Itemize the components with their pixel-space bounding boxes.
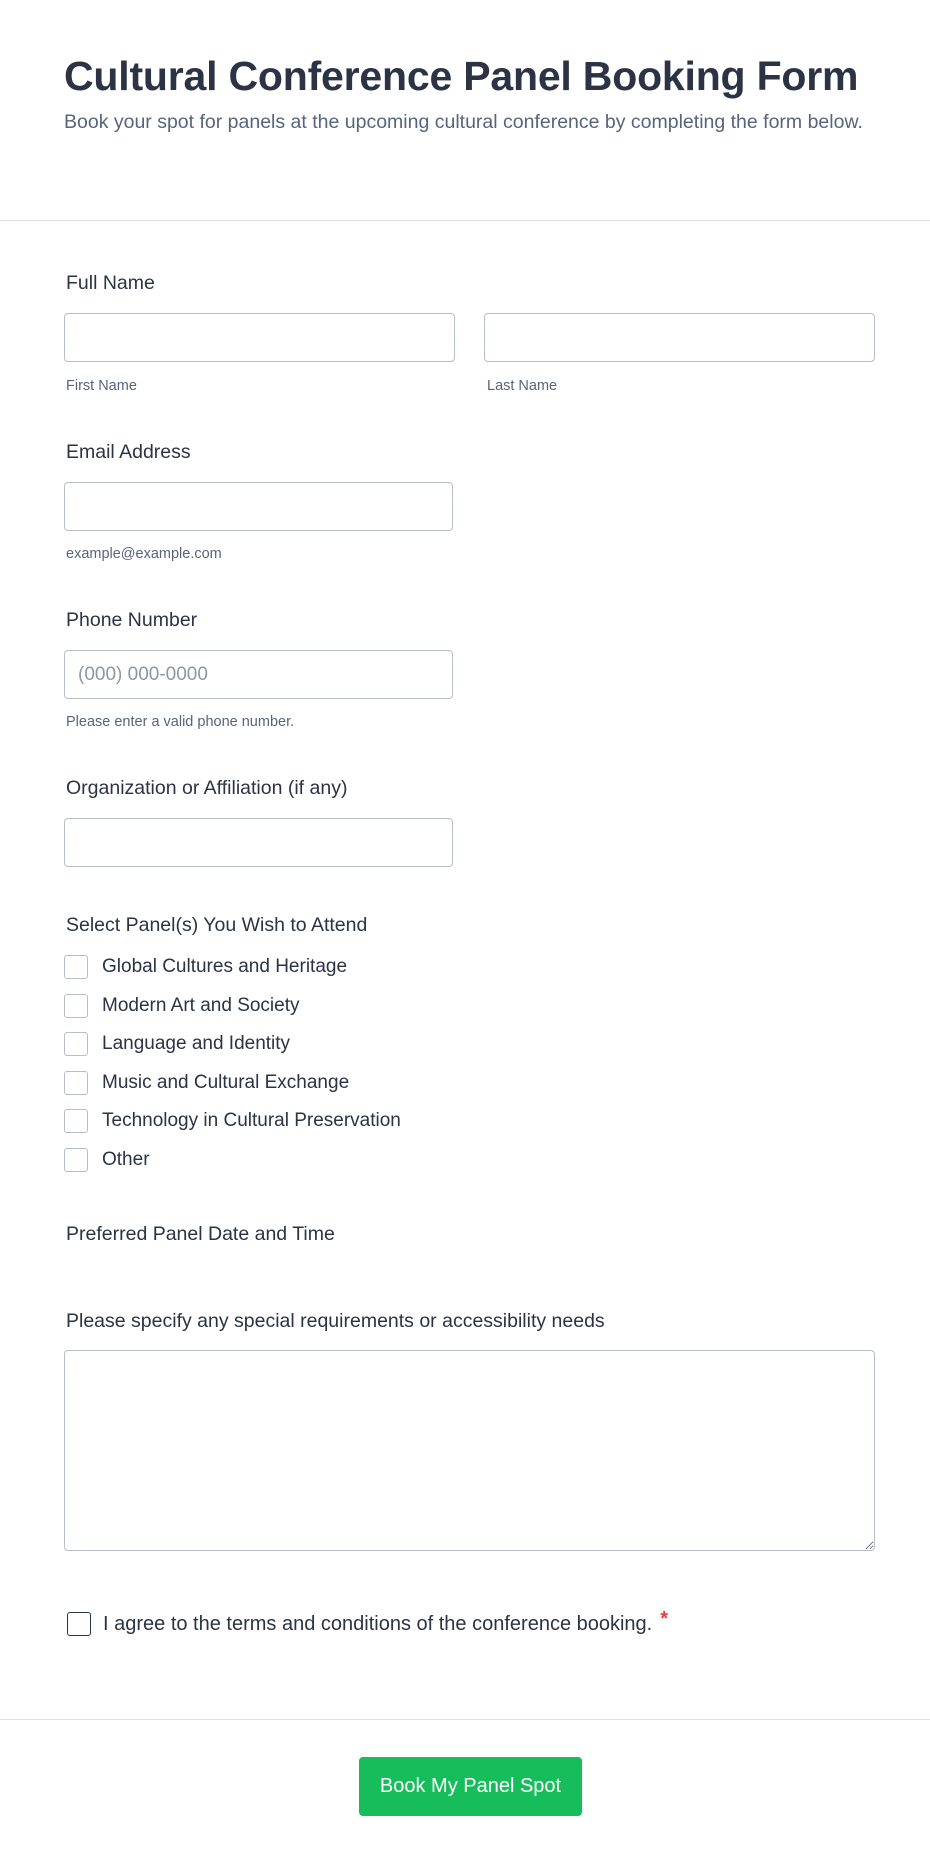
preferred-datetime-label: Preferred Panel Date and Time [66,1223,335,1245]
checkbox[interactable] [64,1071,88,1095]
first-name-input[interactable] [64,313,455,362]
checkbox[interactable] [64,1148,88,1172]
footer-divider [0,1719,930,1720]
terms-checkbox-row[interactable] [67,1608,669,1637]
submit-button[interactable]: Book My Panel Spot [359,1757,582,1816]
checkbox[interactable] [64,1109,88,1133]
last-name-sublabel: Last Name [487,378,558,394]
last-name-input[interactable] [484,313,875,362]
panel-option-label: Language and Identity [102,1033,291,1054]
terms-label: I agree to the terms and conditions of the conference booking. [103,1613,653,1635]
requirements-label: Please specify any special requirements or accessibility needs [66,1310,605,1332]
full-name-label: Full Name [66,272,155,294]
panel-option-modern-art[interactable] [64,994,300,1018]
email-sublabel: example@example.com [66,546,222,562]
email-label: Email Address [66,441,191,463]
organization-input[interactable] [64,818,453,867]
first-name-sublabel: First Name [66,378,137,394]
panel-option-language-identity[interactable] [64,1032,290,1056]
checkbox[interactable] [64,1032,88,1056]
email-input[interactable] [64,482,453,531]
phone-input[interactable] [64,650,453,699]
header-divider [0,220,930,221]
panel-option-label: Modern Art and Society [102,995,300,1016]
panels-label: Select Panel(s) You Wish to Attend [66,914,368,936]
phone-label: Phone Number [66,609,198,631]
phone-sublabel: Please enter a valid phone number. [66,714,295,730]
page-title: Cultural Conference Panel Booking Form [64,53,859,99]
panel-option-label: Other [102,1149,150,1170]
checkbox[interactable] [64,955,88,979]
required-asterisk: * [660,1608,669,1630]
panel-option-label: Global Cultures and Heritage [102,956,348,977]
panel-option-label: Technology in Cultural Preservation [102,1110,401,1131]
panel-option-technology-preservation[interactable] [64,1109,401,1133]
panel-option-global-cultures[interactable] [64,955,347,979]
requirements-textarea[interactable] [64,1350,875,1551]
terms-checkbox[interactable] [67,1612,91,1636]
panel-option-other[interactable] [64,1148,150,1172]
panel-option-music-exchange[interactable] [64,1071,349,1095]
checkbox[interactable] [64,994,88,1018]
page-subtitle: Book your spot for panels at the upcoming cultural conference by completing the form below. [64,111,863,133]
organization-label: Organization or Affiliation (if any) [66,777,348,799]
panel-option-label: Music and Cultural Exchange [102,1072,350,1093]
